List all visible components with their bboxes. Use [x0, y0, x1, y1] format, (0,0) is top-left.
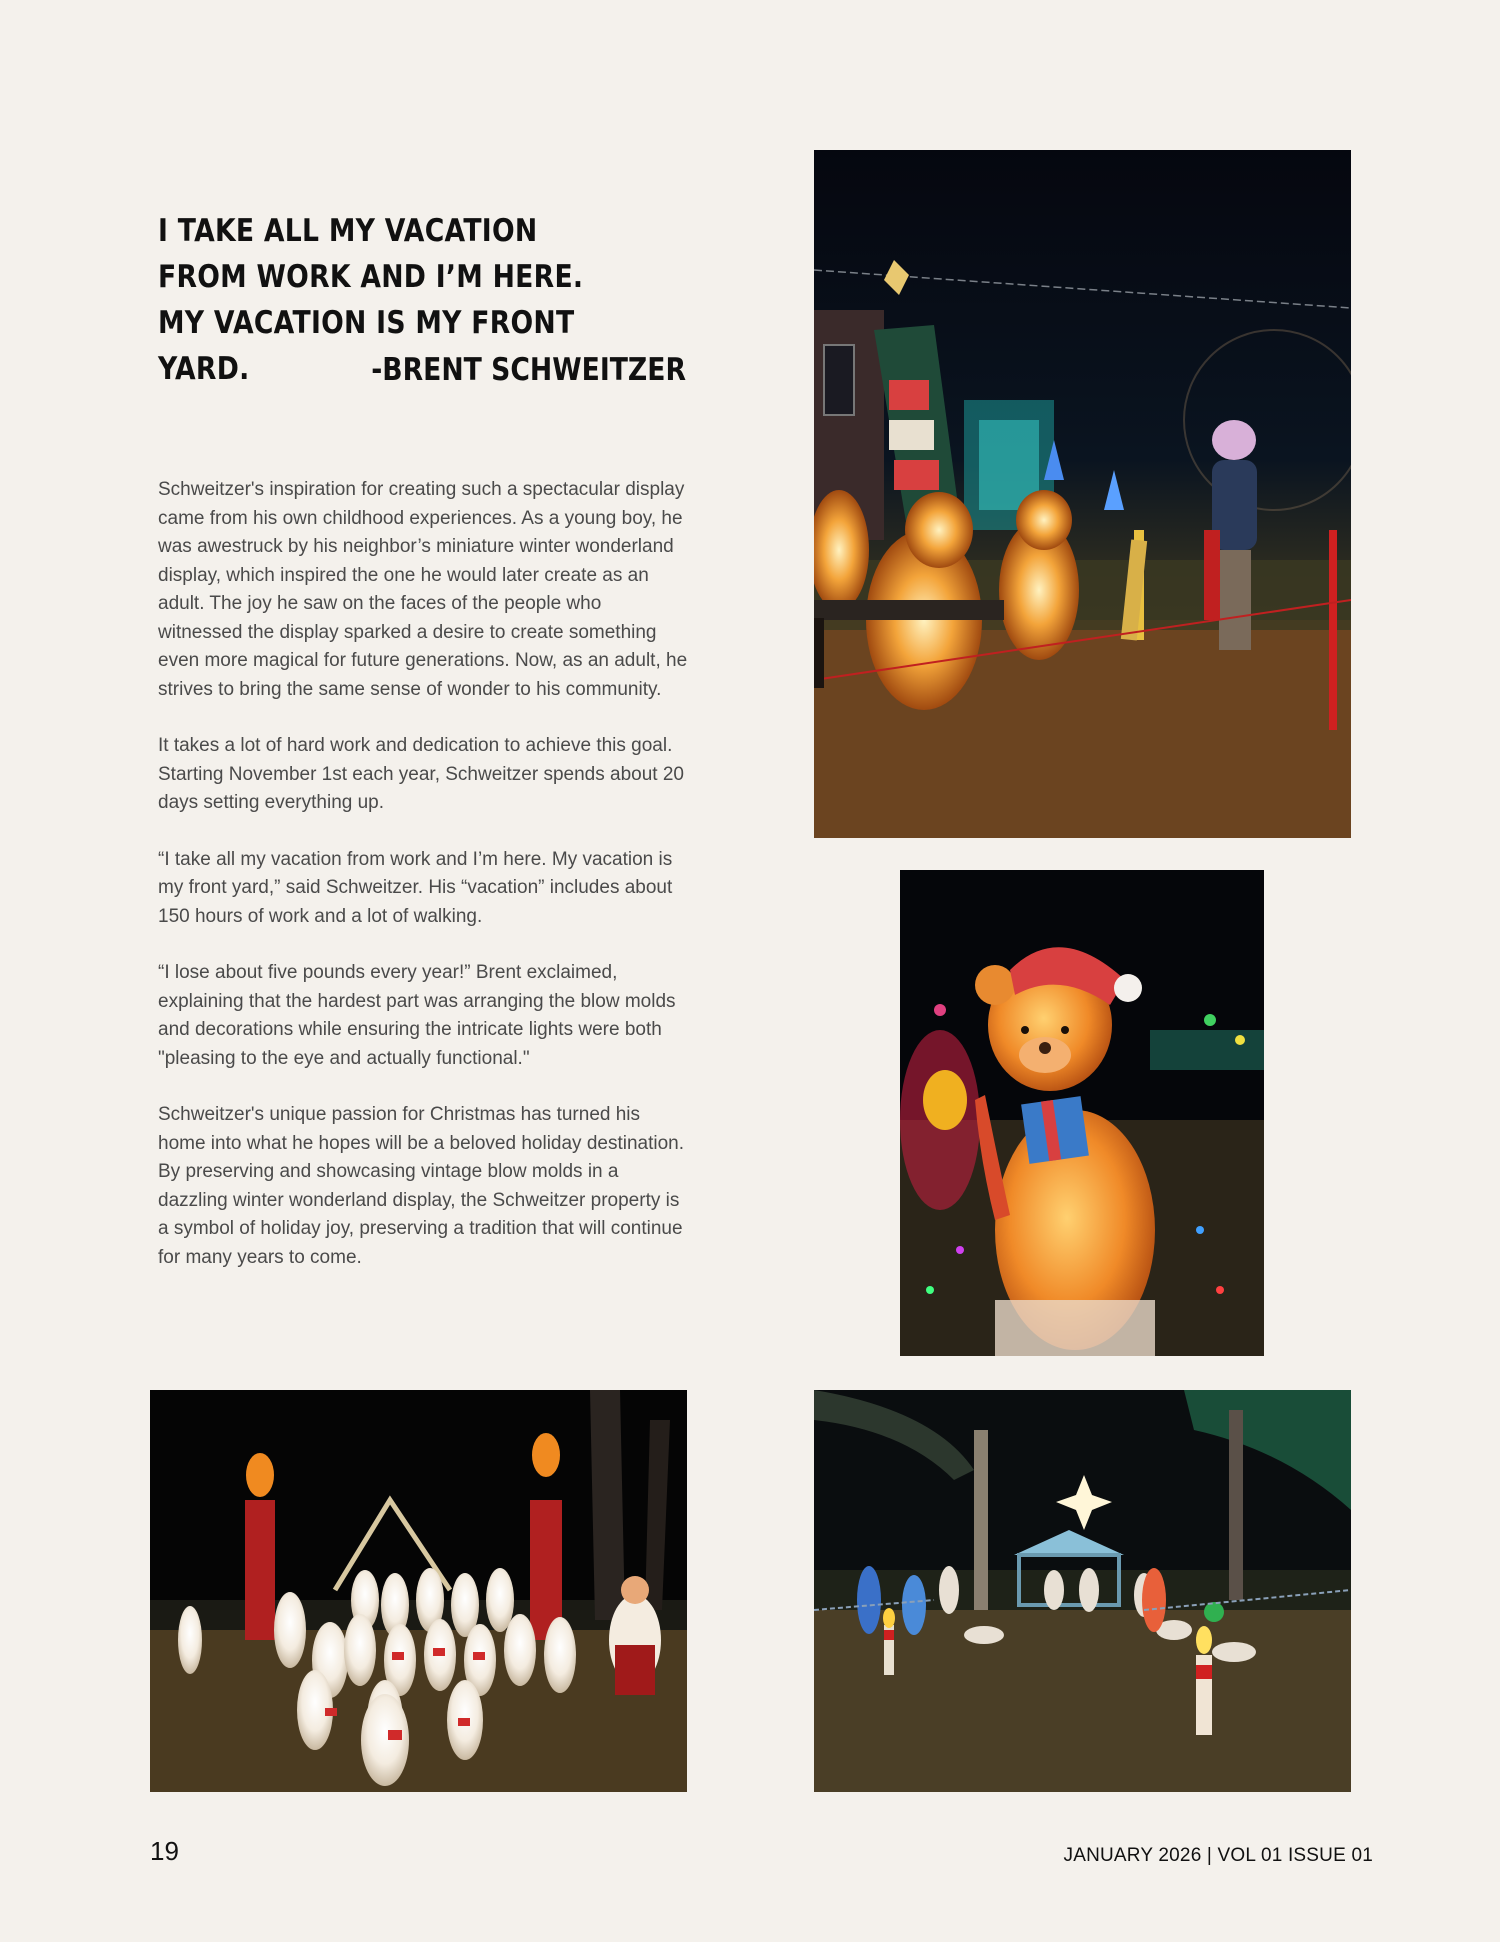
article-paragraph: “I take all my vacation from work and I’m here. My vacation is my front yard,” said Schweitzer. His “vacation” includes about 150 hours of work and a lot of walking. — [158, 848, 673, 927]
photo-reindeer-yard — [814, 150, 1351, 838]
article-paragraph: Schweitzer's unique passion for Christmas has turned his home into what he hopes will be a beloved holiday destination. By preserving and showcasing vintage blow molds in a dazzling winter wonderland display, the Schweitzer property is a symbol of holiday joy, preserving a tradition that will continue for many years to come. — [158, 1104, 685, 1268]
pull-quote-attribution: -BRENT SCHWEITZER — [371, 352, 686, 388]
photo-nativity-scene — [814, 1390, 1351, 1792]
article-paragraph: “I lose about five pounds every year!” Brent exclaimed, explaining that the hardest part was arranging the blow molds and decorations while ensuring the intricate lights were both "pleasing to the eye and actually functional." — [158, 962, 676, 1069]
issue-info: JANUARY 2026 | VOL 01 ISSUE 01 — [1063, 1845, 1373, 1866]
photo-teddy-bear — [900, 870, 1264, 1356]
photo-angel-choir — [150, 1390, 687, 1792]
pull-quote: I TAKE ALL MY VACATION FROM WORK AND I’M HERE. MY VACATION IS MY FRONT YARD. — [158, 213, 584, 387]
article-paragraph: It takes a lot of hard work and dedication to achieve this goal. Starting November 1st each year, Schweitzer spends about 20 days setting everything up. — [158, 735, 684, 813]
article-paragraph: Schweitzer's inspiration for creating such a spectacular display came from his own childhood experiences. As a young boy, he was awestruck by his neighbor’s miniature winter wonderland display, which inspired the one he would later create as an adult. The joy he saw on the faces of the people who witnessed the display sparked a desire to create something even more magical for future generations. Now, as an adult, he strives to bring the same sense of wonder to his community. — [158, 479, 688, 700]
article-body — [158, 476, 688, 1300]
page-number: 19 — [150, 1836, 179, 1866]
